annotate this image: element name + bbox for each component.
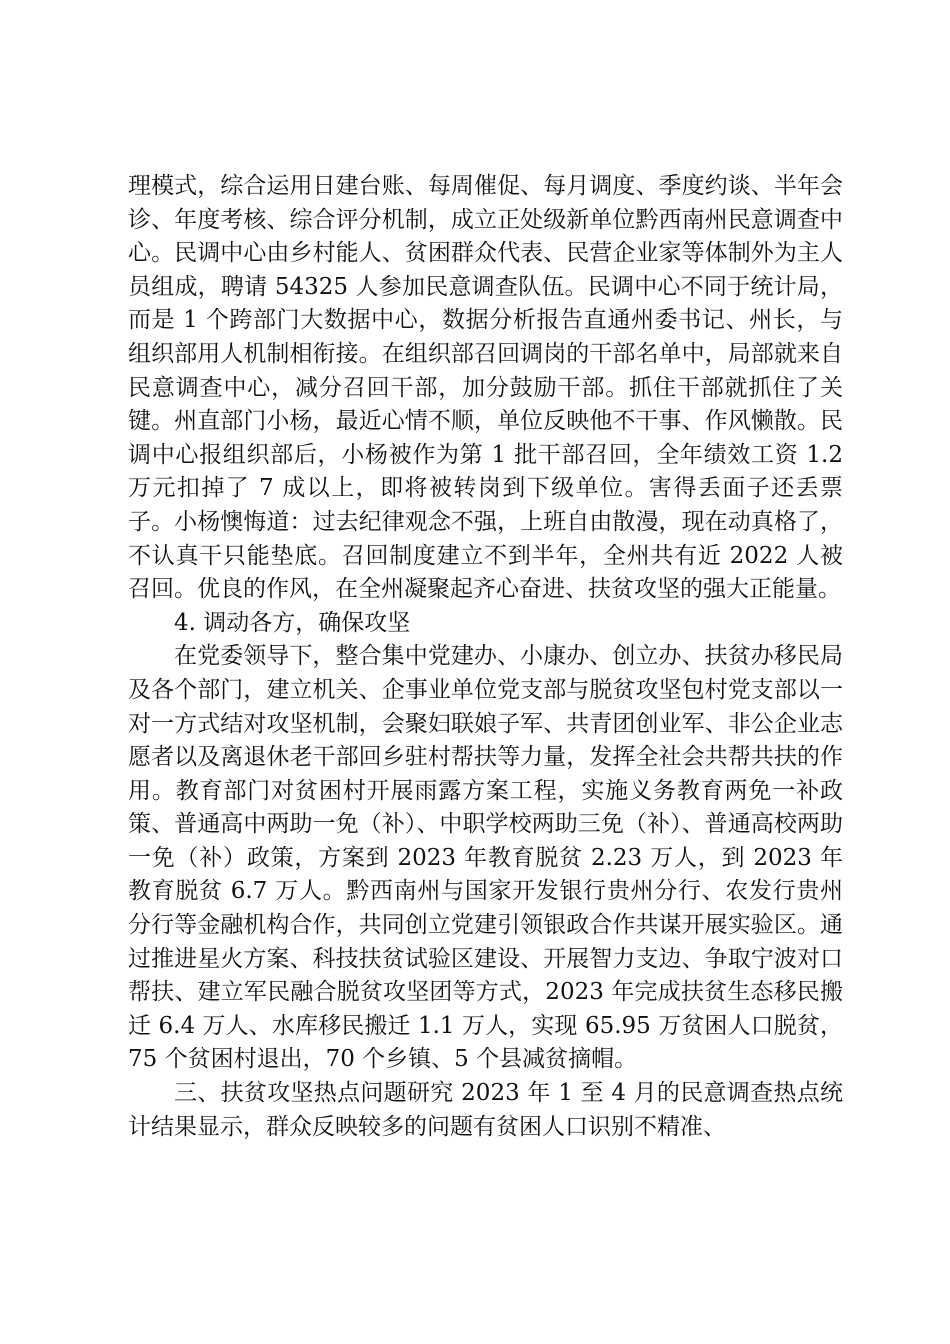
document-body [128,170,843,1144]
paragraph-hotspot-research: 三、扶贫攻坚热点问题研究 2023 年 1 至 4 月的民意调查热点统计结果显示，群众反映较多的问题有贫困人口识别不精准、 [128,1080,843,1140]
section-heading-mobilize-all-parties: 4. 调动各方，确保攻坚 [174,609,411,636]
paragraph-management-mode: 理模式，综合运用日建台账、每周催促、每月调度、季度约谈、半年会诊、年度考核、综合评分机制，成立正处级新单位黔西南州民意调查中心。民调中心由乡村能人、贫困群众代表、民营企业家等体制外为主人员组成，聘请 54325 人参加民意调查队伍。民调中心不同于统计局，而是 1 个跨部门大数据中心，数据分析报告直通州委书记、州长，与组织部用人机制相衔接。在组织部召回调岗的干部名单中，局部就来自民意调查中心，减分召回干部，加分鼓励干部。抓住干部就抓住了关键。州直部门小杨，最近心情不顺，单位反映他不干事、作风懒散。民调中心报组织部后，小杨被作为第 1 批干部召回，全年绩效工资 1.2 万元扣掉了 7 成以上，即将被转岗到下级单位。害得丢面子还丢票子。小杨懊悔道：过去纪律观念不强，上班自由散漫，现在动真格了，不认真干只能垫底。召回制度建立不到半年，全州共有近 2022 人被召回。优良的作风，在全州凝聚起齐心奋进、扶贫攻坚的强大正能量。 [128,173,843,603]
paragraph-party-leadership: 在党委领导下，整合集中党建办、小康办、创立办、扶贫办移民局及各个部门，建立机关、企事业单位党支部与脱贫攻坚包村党支部以一对一方式结对攻坚机制，会聚妇联娘子军、共青团创业军、非公企业志愿者以及离退休老干部回乡驻村帮扶等力量，发挥全社会共帮共扶的作用。教育部门对贫困村开展雨露方案工程，实施义务教育两免一补政策、普通高中两助一免（补）、中职学校两助三免（补）、普通高校两助一免（补）政策，方案到 2023 年教育脱贫 2.23 万人，到 2023 年教育脱贫 6.7 万人。黔西南州与国家开发银行贵州分行、农发行贵州分行等金融机构合作，共同创立党建引领银政合作共谋开展实验区。通过推进星火方案、科技扶贫试验区建设、开展智力支边、争取宁波对口帮扶、建立军民融合脱贫攻坚团等方式，2023 年完成扶贫生态移民搬迁 6.4 万人、水库移民搬迁 1.1 万人，实现 65.95 万贫困人口脱贫，75 个贫困村退出，70 个乡镇、5 个县减贫摘帽。 [128,643,843,1073]
